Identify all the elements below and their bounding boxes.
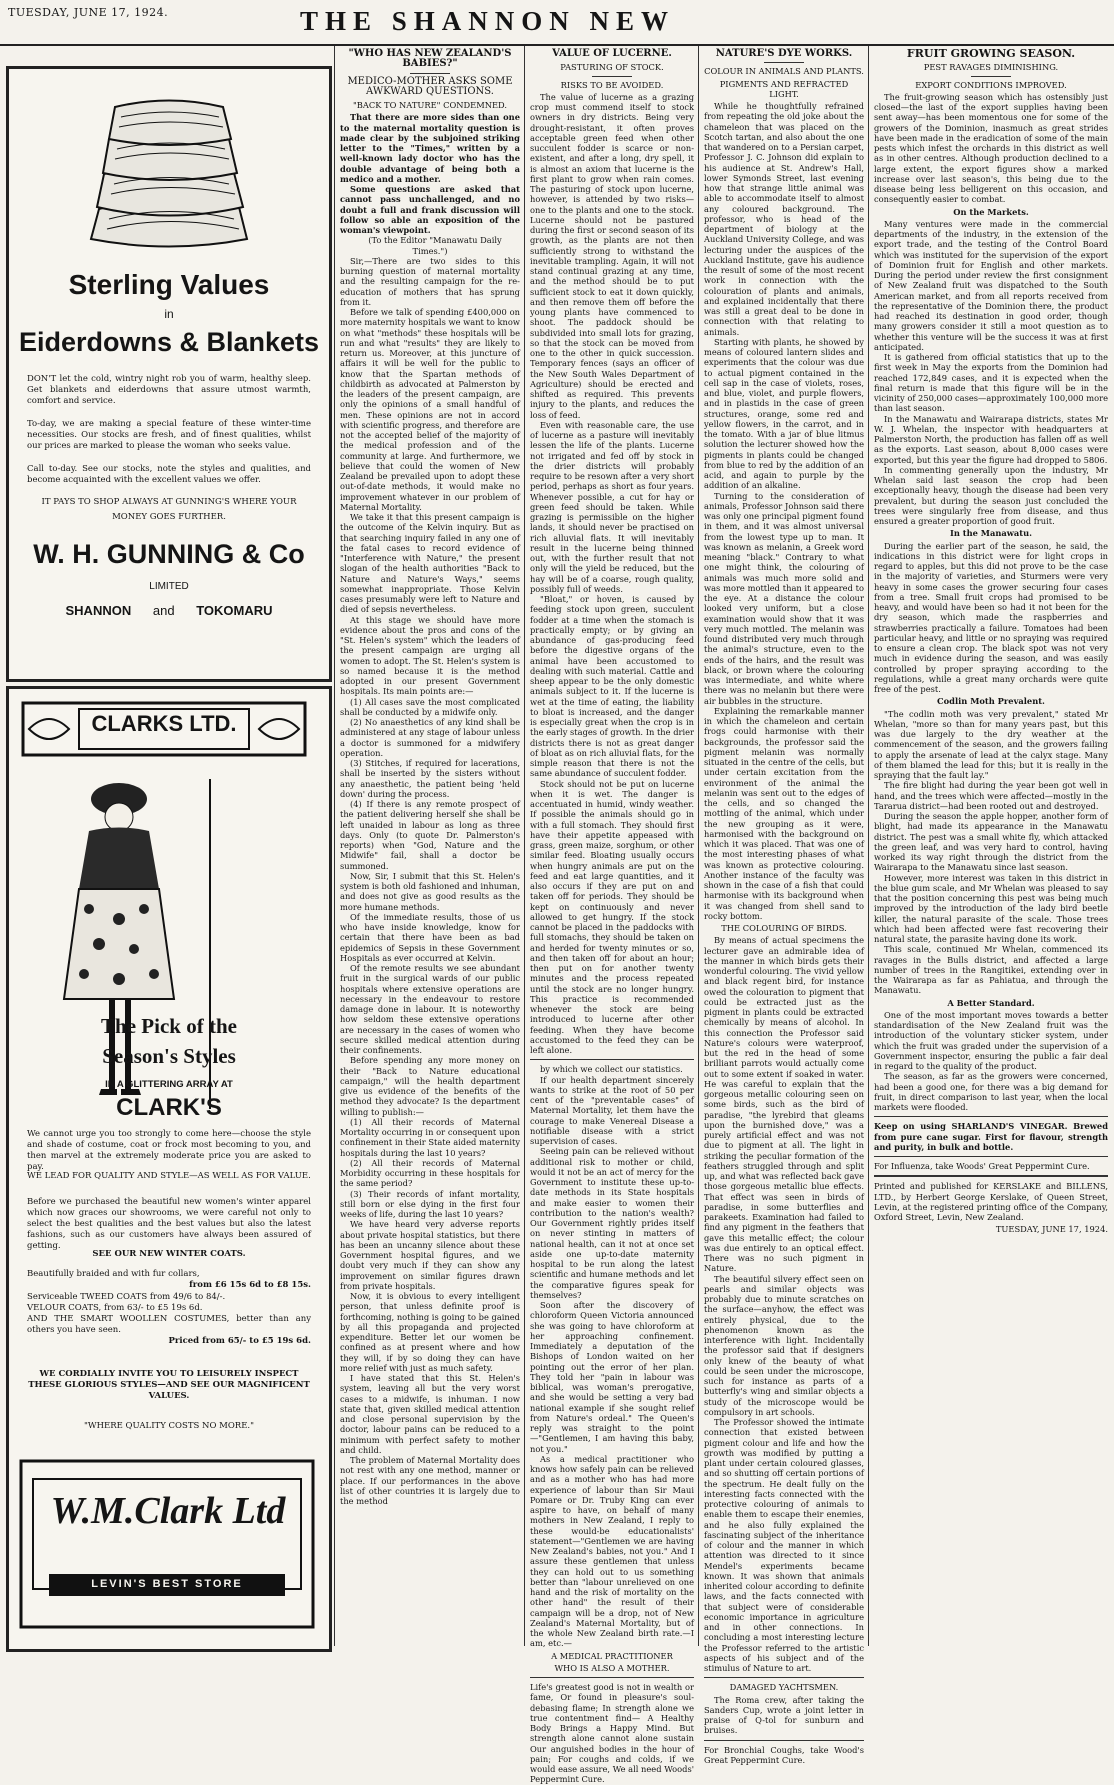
article-paragraph: We take it that this present campaign is the outcome of the Kelvin inquiry. But as that searching inquiry failed in any one of the fatal cases to record evidence of "Interference with Nature," the present slogan of the health authorities "Back to Nature and Nature's Ways," seems somewhat inappropriate. Those Kelvin cases presumably were left to Nature and died of sepsis nevertheless.: [340, 512, 520, 615]
ad-subhead: SEE OUR NEW WINTER COATS.: [92, 1249, 246, 1259]
clarks-logo-sub: LEVIN'S BEST STORE: [91, 1578, 243, 1590]
article-subheading: In the Manawatu.: [949, 528, 1033, 539]
article-paragraph: Before spending any more money on their "Back to Nature educational campaign," will the health department give us evidence of the benefits of the method they advocate? Is the department willing to publish:—: [340, 1055, 520, 1117]
article-continuation: Soon after the discovery of chloroform Queen Victoria announced she was going to have chloroform at her approaching confinement. Immediately a deputation of the Bishops of London waited on her pointing out the error of her plan. They told her "pain in labour was biblical, was woman's prerogative, and she would be setting a very bad national example if she sought relief from Nature's ordeal." The Queen's reply was straight to the point—"Gentlemen, I am having this baby, not you.": [530, 1300, 694, 1454]
article-paragraph: The fruit-growing season which has ostensibly just closed—the last of the export supplies having been sent away—has been momentous one for some of the growers of the Dominion, inasmuch as great strides have been made in the eradication of some of the main pests which infest the orchards in this district as well as in other centres. Although production declined to a large extent, the export figures show a marked increase over last season's, this being due to the disease being less belligerent on this occasion, and consequently easier to combat.: [874, 91, 1108, 205]
article-intro: Some questions are asked that cannot pass unchallenged, and no doubt a full and frank discussion will follow so able an exposition of the woman's viewpoint.: [340, 184, 520, 235]
ad-paragraph: Call to-day. See our stocks, note the styles and qualities, and become acquainted with the excellent values we offer.: [27, 464, 311, 485]
ad-paragraph: DON'T let the cold, wintry night rob you of warm, healthy sleep. Get blankets and eiderdowns that assure utmost warmth, comfort and service.: [27, 374, 311, 406]
article-paragraph: Sir,—There are two sides to this burning question of maternal mortality and the resulting campaign for the re-education of mothers that has sprung from it.: [340, 255, 520, 307]
article-paragraph: Many ventures were made in the commercial departments of the industry, in the extension of the export trade, and the testing of the Control Board which was instituted for the supervision of the export of Dominion fruit for English and other markets. During the period under review the first consignment of New Zealand fruit was dispatched to the South American market, and from all reports received from the representative of the Dominion there, the product had reached its destination in good order, though many growers consider it still a moot question as to whether this venture will be the success it was at first anticipated.: [874, 218, 1108, 352]
article-paragraph: The fire blight had during the year been got well in hand, and the trees which were affected—mostly in the Tararua district—had been rooted out and destroyed.: [874, 780, 1108, 811]
article-subheading: THE COLOURING OF BIRDS.: [721, 923, 847, 933]
article-subtitle: "BACK TO NATURE" CONDEMNED.: [352, 100, 508, 110]
article-paragraph: Stock should not be put on lucerne when it is wet. The danger is accentuated in humid, windy weather. If possible the animals should go in with a full stomach. They should first have their appetite appeased with grass, green maize, sorghum, or other similar feed. Bloating usually occurs when hungry animals are put on the feed and eat large quantities, and it also occurs if they are put on and taken off for periods. They should be kept on continuously and never allowed to get hungry. If the stock cannot be placed in the paddocks with full stomachs, they should be taken on and herded for twenty minutes or so, and then taken off for about an hour; then put on for another twenty minutes and the process repeated until the stock are no longer hungry. This practice is recommended whenever the stock are being introduced to lucerne after other feeding. When they have become accustomed to the feed they can be left alone.: [530, 778, 694, 1055]
publisher-imprint: Printed and published for KERSLAKE and BILLENS, LTD., by Herbert George Kerslake, of Queen Street, Levin, at the registered printing office of the Company, Oxford Street, Levin, New Zealand.: [874, 1181, 1108, 1222]
article-subtitle: PEST RAVAGES DIMINISHING.: [923, 62, 1059, 73]
ad-headline: Sterling Values: [68, 269, 270, 300]
article-paragraph: The Professor showed the intimate connection that existed between pigment colour and life and how the growth was modified by putting a plant under certain coloured glasses, and so shutting off certain portions of the spectrum. He dealt fully on the interesting facts connected with the protective colouring of animals to enable them to escape their enemies, and he also fully explained the fascinating subject of the inheritance of colour and the manner in which attention was directed to it since Mendel's experiments became known. It was shown that animals inherited colour according to definite laws, and the facts connected with that subject were of considerable economic importance in agriculture and in other connections. In concluding a most interesting lecture the Professor referred to the artistic aspects of his subject and of the stimulus of Nature to art.: [704, 1417, 864, 1673]
article-paragraph: While he thoughtfully refrained from repeating the old joke about the chameleon that was placed on the Scotch tartan, and also about the one that wandered on to a Persian carpet, Professor J. C. Johnson did explain to his audience at St. Andrew's Hall, lower Symonds Street, last evening how that strange little animal was able to accommodate itself to almost any coloured background. The professor, who is head of the department of biology at the Auckland University College, and was lecturing under the auspices of the Auckland Institute, gave his audience the result of some of the most recent work in connection with the colouration of plants and animals, and explained incidentally that there was still a great deal to be done in connection with that relating to animals.: [704, 101, 864, 337]
column-babies-article: [340, 46, 520, 1646]
article-paragraph: The season, as far as the growers were concerned, had been a good one, for there was a big demand for fruit, in direct comparison to last year, when the local markets were flooded.: [874, 1071, 1108, 1112]
article-paragraph: We have heard very adverse reports about private hospital statistics, but there has been an uncanny silence about these Government hospital figures, and we doubt very much if they can show any improvement on similar figures drawn from private hospitals.: [340, 1219, 520, 1291]
article-paragraph: During the season the apple hopper, another form of blight, had made its appearance in the Manawatu district. The pest was a small white fly, which attacked the green leaf, and was very hard to control, having worked its way right through the district from the Wairarapa to the Manawatu since last season.: [874, 811, 1108, 873]
blanket-stack-illustration: [69, 89, 269, 254]
article-subtitle: PASTURING OF STOCK.: [560, 62, 664, 73]
small-advert: For Influenza, take Woods' Great Peppermint Cure.: [874, 1161, 1090, 1171]
article-paragraph: By means of actual specimens the lecturer gave an admirable idea of the manner in which birds gets their wonderful colouring. The vivid yellow and black regent bird, for instance owed the colouration to pigment that could be extracted just as the pigment in plants could be extracted chemically by means of alcohol. In this connection the Professor said Nature's colours were waterproof, but the red in the head of some brilliant parrots would actually come out to some extent if soaked in water. He was careful to explain that the gorgeous metallic colouring seen on some birds, such as the bird of paradise, "the lyrebird that gleams upon the burnished dove," was a purely artificial effect and was not due to pigment at all. The light in striking the peculiar formation of the feathers struggled through and split up, and what was reflected back gave those gorgeous metallic blue effects. That effect was seen in birds of paradise, in some butterflies and parakeets. Examination had failed to find any pigment in the feathers that gave this metallic effect; the colour was due entirely to an optical effect. There was no such pigment in Nature.: [704, 935, 864, 1274]
article-paragraph: This scale, continued Mr Whelan, commenced its ravages in the Bulls district, and affected a large number of trees in the Rangitikei, extending over in the Wairarapa as far as Pahiatua, and through the Manawatu.: [874, 944, 1108, 996]
ad-slogan: IT PAYS TO SHOP ALWAYS AT GUNNING'S WHERE YOUR: [41, 497, 297, 507]
ad-lead: WE LEAD FOR QUALITY AND STYLE—AS WELL AS FOR VALUE.: [27, 1171, 311, 1181]
ad-slogan: MONEY GOES FURTHER.: [112, 512, 226, 522]
article-paragraph: Even with reasonable care, the use of lucerne as a pasture will inevitably lessen the life of the plants. Lucerne not irrigated and fed off by stock in the drier districts will probably require to be resown after a very short period, perhaps as short as four years. Whenever possible, a cut for hay or green feed should be taken. While grazing is permissible on the higher lands, it should never be practised on rich alluvial flats. It will inevitably result in the lucerne being thinned out, with the further result that not only will the yield be reduced, but the hay will be of a coarse, rough quality, possibly full of weeds.: [530, 419, 694, 594]
article-paragraph: (4) If there is any remote prospect of the patient delivering herself she shall be left unaided in labour as long as three days. Only (to quote Dr. Palmerston's reports) when "God, Nature and the Midwife" fail, shall a doctor be summoned.: [340, 799, 520, 871]
article-paragraph: Turning to the consideration of animals, Professor Johnson said there was only one principal pigment found in them, and it was almost universal from the lowest type up to man. It was known as melanin, a Greek word meaning "black." Contrary to what one might think, the colouring of animals was much more solid and was more mottled than it appeared to the eye. At a distance the colour looked very uniform, but a close examination would show that it was very much mottled. The melanin was found distributed very much through the animal's structure, even to the ends of the hairs, and the result was black, or brown where the colouring was intermediate, and white where there was no melanin but there were air bubbles in the structure.: [704, 490, 864, 706]
article-title: VALUE OF LUCERNE.: [552, 48, 672, 59]
article-subheading: DAMAGED YACHTSMEN.: [729, 1682, 839, 1693]
article-continuation: If our health department sincerely wants to strike at the root of 50 per cent of the "preventable cases" of Maternal Mortality, let them have the courage to make Venereal Disease a notifiable disease with a strict supervision of cases.: [530, 1074, 694, 1146]
article-paragraph: (2) All their records of Maternal Morbidity occurring in these hospitals for the same period?: [340, 1157, 520, 1189]
article-paragraph: Of the remote results we see abundant fruit in the surgical wards of our public hospitals where extensive operations are necessary in the endeavour to restore damage done in labour. It is noteworthy how seldom these extensive operations are necessary in the cases of women who secure skilled medical attention during their confinements.: [340, 963, 520, 1055]
firm-limited: LIMITED: [149, 581, 189, 592]
masthead: [0, 0, 1114, 46]
editor-note: (To the Editor "Manawatu Daily Times."): [368, 235, 502, 256]
ad-paragraph: To-day, we are making a special feature of these winter-time necessities. Our stocks are fresh, and of finest qualities, whilst our prices are marked to please the woman who seeks value.: [27, 419, 311, 451]
column-rule: [698, 46, 699, 1646]
ad-line: VELOUR COATS, from 63/- to £5 19s 6d.: [27, 1303, 203, 1313]
article-subtitle: EXPORT CONDITIONS IMPROVED.: [915, 79, 1067, 90]
article-paragraph: "Bloat," or hoven, is caused by feeding stock upon green, succulent fodder at a time when the stomach is practically empty; or by giving an abundance of gas-producing feed before the digestive organs of the animal have been accustomed to dealing with such material. Cattle and sheep appear to be the only domestic animals subject to it. If the lucerne is wet at the time of eating, the liability to bloat is increased, and the danger is especially great when the crop is in the early stages of growth. In the drier districts there is not as great danger of bloat as on rich alluvial flats, for the simple reason that there is not the same abundance of succulent fodder.: [530, 594, 695, 779]
article-subtitle: MEDICO-MOTHER ASKS SOME AWKWARD QUESTIONS.: [347, 75, 513, 97]
town-tokomaru: TOKOMARU: [196, 603, 273, 618]
article-intro: That there are more sides than one to the maternal mortality question is made clear by the subjoined striking letter to the "Times," written by a well-known lady doctor who has the double advantage of being both a medico and a mother.: [340, 112, 520, 184]
column-rule: [868, 46, 869, 1646]
article-subheading: On the Markets.: [953, 206, 1029, 217]
ad-headline: Season's Styles: [102, 1044, 236, 1068]
column-rule: [334, 46, 335, 1646]
article-paragraph: (1) All their records of Maternal Mortality occurring in or consequent upon confinement in their State aided maternity hospitals during the last 10 years?: [340, 1116, 521, 1158]
column-lucerne-article: [530, 46, 695, 1785]
article-paragraph: The beautiful silvery effect seen on pearls and similar objects was probably due to minute scratches on the surface—anyhow, the effect was entirely physical, due to the phenomenon known as the interference with light. Incidentally the professor said that if designers only knew of the beauty of what could be seen under the microscope, such for instance as parts of a butterfly's wing and similar objects a study of the microscope would be compulsory in art schools.: [704, 1273, 864, 1417]
article-paragraph: "The codlin moth was very prevalent," stated Mr Whelan, "more so than for many years past, but this was due largely to the dry weather at the commencement of the season, and the growers failing to apply the arsenate of lead at the calyx stage. Many of them blamed the lead for this; but it is really in the spraying that the fault lay.": [874, 708, 1108, 780]
article-subtitle: RISKS TO BE AVOIDED.: [560, 79, 664, 90]
gunning-advert: [6, 66, 332, 682]
article-subtitle: COLOUR IN ANIMALS AND PLANTS.: [704, 66, 864, 77]
article-paragraph: Now, Sir, I submit that this St. Helen's system is both old fashioned and inhuman, and does not give as good results as the more humane methods.: [340, 870, 520, 912]
ad-subhead: IN A GLITTERING ARRAY AT: [105, 1079, 233, 1090]
article-paragraph: (1) All cases save the most complicated shall be conducted by a midwife only.: [340, 696, 520, 717]
article-continuation: by which we collect our statistics.: [540, 1064, 683, 1075]
article-paragraph: (3) Their records of infant mortality, still born or else dying in the first four weeks of life, during the last 10 years?: [340, 1188, 520, 1219]
article-paragraph: At this stage we should have more evidence about the pros and cons of the "St. Helen's system" which the leaders of the present campaign are urging all women to adopt. The St. Helen's system is so named because it is the method adopted in our present Government hospitals. Its main points are:—: [340, 614, 520, 697]
article-paragraph: During the earlier part of the season, he said, the indications in this district were for light crops in regard to apples, but this did not prove to be the case in the majority of varieties, and Sturmers were very heavy in some cases the grower securing four cases from a tree. Small fruit crops had promised to be heavy, and would have been so had it not been for the dry season, which made the raspberries and strawberries practically a failure. Tomatoes had been particular heavy, and little or no spraying was required to ensure a clean crop. The black spot was not very much in evidence during the season, and was easily controlled by proper spraying according to the regulations, while a great many orchards were quite free of the pest.: [874, 540, 1108, 694]
article-paragraph: One of the most important moves towards a better standardisation of the New Zealand fruit was the introduction of the voluntary sticker system, under which the fruit was graded under the supervision of a Government inspector, ensuring the public a fair deal in regard to the quality of the product.: [874, 1009, 1108, 1071]
article-title: FRUIT GROWING SEASON.: [906, 47, 1076, 60]
article-subtitle: PIGMENTS AND REFRACTED LIGHT.: [719, 78, 849, 99]
ad-headline: The Pick of the: [101, 1014, 237, 1038]
clarks-banner-text: CLARKS LTD.: [91, 711, 237, 736]
article-paragraph: The value of lucerne as a grazing crop must commend itself to stock owners in dry districts. Being very drought-resistant, it often proves acceptable green feed when other succulent fodder is scarce or non-existent, and after a long, dry spell, it is almost an axiom that lucerne is the first plant to grow when rain comes. The pasturing of stock upon lucerne, however, is attended by two risks—one to the plants and one to the stock. Lucerne should not be pastured during the first or second season of its growth, as the plants are not then sufficiently strong to withstand the inevitable trampling. Again, it will not stand continual grazing at any time, and the method should be to put sufficient stock to eat it down quickly, and then remove them off before the young plants have commenced to shoot. The paddock should be subdivided into small lots for grazing, so that the stock can be moved from one to the other in quick succession. Temporary fences (says an officer of the New South Wales Department of Agriculture) should be erected and shifted as required. This prevents injury to the plants, and reduces the loss of feed.: [530, 91, 694, 420]
article-paragraph: Explaining the remarkable manner in which the chameleon and certain frogs could harmonise with their backgrounds, the professor said the pigment melanin was normally situated in the centre of the cells, but under certain excitation from the environment of the animal the melanin was sent out to the edges of the cells, and so changed the mottling of the animal, which under the new grouping as it were, harmonised with the background on which it was placed. That was one of the most interesting phases of what was known as protective colouring. Another instance of the faculty was shown in the case of a fish that could harmonise with its background when it was changed from shell sand to rocky bottom.: [704, 705, 864, 921]
poem-advert: Life's greatest good is not in wealth or fame, Or found in pleasure's soul-debasing flame; In strength alone we true contentment find— A Healthy Body Brings a Happy Mind. But strength alone cannot alone sustain Our anguished bodies in the hour of pain; For coughs and colds, if we would ease assure, We all need Woods' Peppermint Cure.: [530, 1682, 694, 1785]
store-name: CLARK'S: [116, 1094, 222, 1121]
small-advert: Keep on using SHARLAND'S VINEGAR. Brewed from pure cane sugar. First for flavour, strength and purity, in bulk and bottle.: [874, 1121, 1108, 1152]
article-paragraph: (3) Stitches, if required for lacerations, shall be inserted by the sisters without any anaesthetic, the patient being 'held down' during the process.: [340, 758, 520, 799]
article-signature: WHO IS ALSO A MOTHER.: [554, 1662, 670, 1673]
ad-price: from £6 15s 6d to £8 15s.: [189, 1280, 311, 1290]
article-paragraph: (2) No anaesthetics of any kind shall be administered at any stage of labour unless a doctor is summoned for a midwifery operation.: [340, 717, 520, 758]
ad-headline-in: in: [164, 307, 174, 321]
imprint-date: TUESDAY, JUNE 17, 1924.: [995, 1224, 1108, 1235]
ad-line: AND THE SMART WOOLLEN COSTUMES, better than any others you have seen.: [27, 1314, 311, 1335]
article-title: "WHO HAS NEW ZEALAND'S BABIES?": [348, 48, 512, 70]
small-advert: For Bronchial Coughs, take Wood's Great Peppermint Cure.: [704, 1744, 864, 1765]
ad-line: Beautifully braided and with fur collars,: [27, 1269, 200, 1279]
firm-name: W. H. GUNNING & Co: [33, 539, 305, 569]
article-signature: A MEDICAL PRACTITIONER: [551, 1650, 673, 1661]
column-rule: [524, 46, 525, 1646]
article-paragraph: Before we talk of spending £400,000 on more maternity hospitals we want to know on what "methods" these hospitals will be run and what "results" they are likely to return us. Moreover, at this juncture of affairs it will be well for the public to know that the Spartan methods of childbirth as advocated at Palmerston by the leaders of the present campaign, are only the opinions of a small handful of men. These opinions are not in accord with scientific progress, and therefore are not the accepted belief of the majority of the medical profession and of the community at large. And furthermore, we believe that could the women of New Zealand be prevailed upon to adopt these out-of-date methods, it would make no improvement whatever in our problem of Maternal Mortality.: [340, 307, 520, 512]
ad-paragraph: Before we purchased the beautiful new women's winter apparel which now graces our showrooms, we were careful not only to select the best qualities and the best values but also the latest fashions, such as our customers have always been assured of getting.: [27, 1197, 311, 1251]
town-shannon: SHANNON: [65, 603, 132, 618]
ad-price: Priced from 65/- to £5 19s 6d.: [168, 1336, 311, 1346]
article-title: NATURE'S DYE WORKS.: [715, 48, 853, 59]
firm-towns: [9, 603, 329, 618]
ad-quality: "WHERE QUALITY COSTS NO MORE.": [83, 1421, 255, 1431]
ad-invite: WE CORDIALLY INVITE YOU TO LEISURELY INSPECT THESE GLORIOUS STYLES—AND SEE OUR MAGNIFICENT VALUES.: [28, 1369, 310, 1401]
clarks-logo-text: W.M.Clark Ltd: [50, 1490, 286, 1532]
article-paragraph: In commenting generally upon the industry, Mr Whelan said last season the crop had been exceptionally heavy, though the disease had been very prevalent, but during the season just concluded the trees were singularly free from disease, and thus ensured a greater proportion of good fruit.: [874, 464, 1108, 526]
article-paragraph: I have stated that this St. Helen's system, leaving all but the very worst cases to a midwife, is inhuman. I now state that, given skilled medical attention and close personal supervision by the doctor, labour pains can be reduced to a minimum with perfect safety to mother and child.: [340, 1373, 520, 1455]
clarks-advert: [6, 686, 332, 1652]
article-paragraph: Of the immediate results, those of us who have inside knowledge, know for certain that there have been as bad epidemics of Sepsis in these Government Hospitals as ever occurred at Kelvin.: [340, 911, 520, 963]
article-paragraph: Starting with plants, he showed by means of coloured lantern slides and experiments that the colour was due to actual pigment contained in the cell sap in the case of violets, roses, and blue, violet, and purple flowers, and in plastids in the case of green structures, orange, some red and yellow flowers, in the carrot, and in the tomato. With a jar of blue litmus solution the lecturer showed how the pigments in plants could be changed from blue to red by the addition of an acid, and again to purple by the addition of an alkaline.: [704, 336, 864, 491]
article-continuation: As a medical practitioner who knows how safely pain can be relieved and as a mother who has had more experience of labour than Sir Maui Pomare or Dr. Truby King can ever aspire to have, on behalf of many mothers in New Zealand, I reply to these would-be educationalists' statement—"Gentlemen we are having New Zealand's babies, not you." And I assure these gentlemen that unless they can hold out to us something better than "labour unrelieved on one hand and the risk of mortality on the other hand" the result of their campaign will be a drop, not of New Zealand's Maternal Mortality, but of the whole New Zealand birth rate.—I am, etc.—: [530, 1453, 694, 1649]
article-paragraph: The Roma crew, after taking the Sanders Cup, wrote a joint letter in praise of Q-tol for sunburn and bruises.: [704, 1694, 864, 1736]
article-paragraph: The problem of Maternal Mortality does not rest with any one method, manner or place. If our performances in the above list of other countries it is largely due to the method: [340, 1455, 520, 1506]
article-subheading: A Better Standard.: [947, 997, 1035, 1008]
article-paragraph: It is gathered from official statistics that up to the first week in May the exports from the Dominion had reached 172,849 cases, and it is expected when the final return is made that this figure will be in the vicinity of 250,000 cases—approximately 100,000 more than last season.: [874, 352, 1108, 414]
ad-paragraph: We cannot urge you too strongly to come here—choose the style and shade of costume, coat or frock most becoming to you, and then marvel at the extremely moderate price you are asked to pay.: [27, 1129, 311, 1172]
ad-line: Serviceable TWEED COATS from 49/6 to 84/-.: [27, 1292, 226, 1302]
ad-headline: Eiderdowns & Blankets: [18, 327, 320, 357]
article-subheading: Codlin Moth Prevalent.: [937, 696, 1045, 707]
town-and: and: [152, 603, 175, 618]
article-paragraph: However, more interest was taken in this district in the blue gum scale, and Mr Whelan was pleased to say that the position concerning this pest was being much improved by the introduction of the lady bird beetle killer, the natural parasite of the scale. Those trees which had been affected were fast recovering their natural state, the parasite having done its work.: [874, 872, 1108, 944]
column-dye-works-article: [704, 46, 864, 1765]
column-fruit-article: [874, 46, 1108, 1646]
article-paragraph: In the Manawatu and Wairarapa districts, states Mr W. J. Whelan, the inspector with headquarters at Palmerston North, the production has fallen off as well as the exports. Last season, about 8,000 cases were exported, but this year the figure had dropped to 5806.: [874, 413, 1108, 465]
issue-date: TUESDAY, JUNE 17, 1924.: [8, 6, 169, 19]
article-paragraph: Now, it is obvious to every intelligent person, that unless definite proof is forthcoming, nothing is going to be gained by all this propaganda and projected expenditure. Better let our women be confined as at present where and how they will, if by so doing they can have more relief with just as much safety.: [340, 1291, 520, 1373]
newspaper-title: THE SHANNON NEW: [300, 6, 676, 36]
clarks-logo-panel: [19, 1459, 315, 1629]
article-continuation: Seeing pain can be relieved without additional risk to mother or child, would it not be an act of mercy for the Government to institute these up-to-date methods in its State hospitals and make easier to women their contribution to the nation's wealth? Our Government rightly prides itself on never stinting in matters of national health, can it not at once set aside one up-to-date maternity hospital to be run along the latest scientific and humane methods and let the comparative figures speak for themselves?: [530, 1146, 694, 1300]
